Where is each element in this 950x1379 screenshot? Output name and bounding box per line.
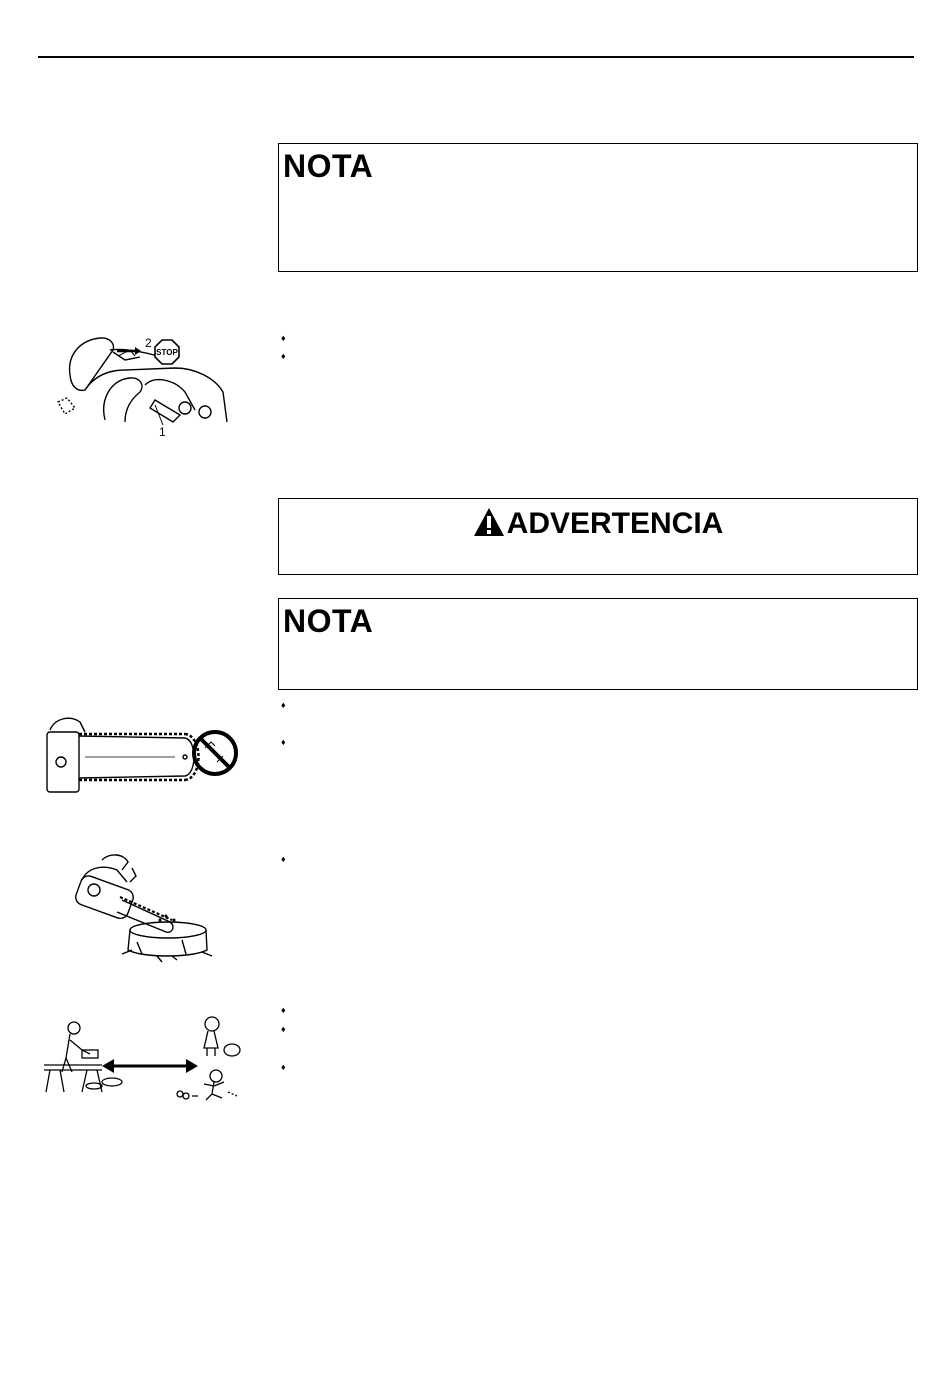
running-child-figure <box>204 1070 237 1100</box>
note-box-1 <box>278 143 918 272</box>
ball-icon <box>177 1091 198 1099</box>
safe-distance-illustration <box>42 1010 247 1105</box>
bullet: ♦ <box>281 1062 286 1072</box>
distance-arrow-icon <box>102 1059 198 1073</box>
warning-box <box>278 498 918 575</box>
note-title: NOTA <box>283 603 374 639</box>
callout-2: 2 <box>145 336 152 350</box>
callout-1: 1 <box>159 425 166 439</box>
stop-switch-illustration <box>55 330 230 440</box>
bullet: ♦ <box>281 854 286 864</box>
stump-cutting-illustration <box>62 850 222 965</box>
note-title: NOTA <box>283 148 374 184</box>
child-figure <box>204 1017 240 1056</box>
warning-triangle-icon <box>473 507 505 537</box>
bullet: ♦ <box>281 333 286 343</box>
bullet: ♦ <box>281 700 286 710</box>
stop-label: STOP <box>156 348 178 357</box>
bullet: ♦ <box>281 351 286 361</box>
prohibition-icon <box>194 732 236 774</box>
bullet: ♦ <box>281 737 286 747</box>
warning-title-row <box>279 507 917 541</box>
stop-sign-icon <box>155 340 179 364</box>
warning-title: ADVERTENCIA <box>506 507 724 540</box>
bullet: ♦ <box>281 1005 286 1015</box>
note-box-2 <box>278 598 918 690</box>
header-rule <box>38 56 914 58</box>
guide-bar-illustration <box>45 710 240 800</box>
bullet: ♦ <box>281 1024 286 1034</box>
